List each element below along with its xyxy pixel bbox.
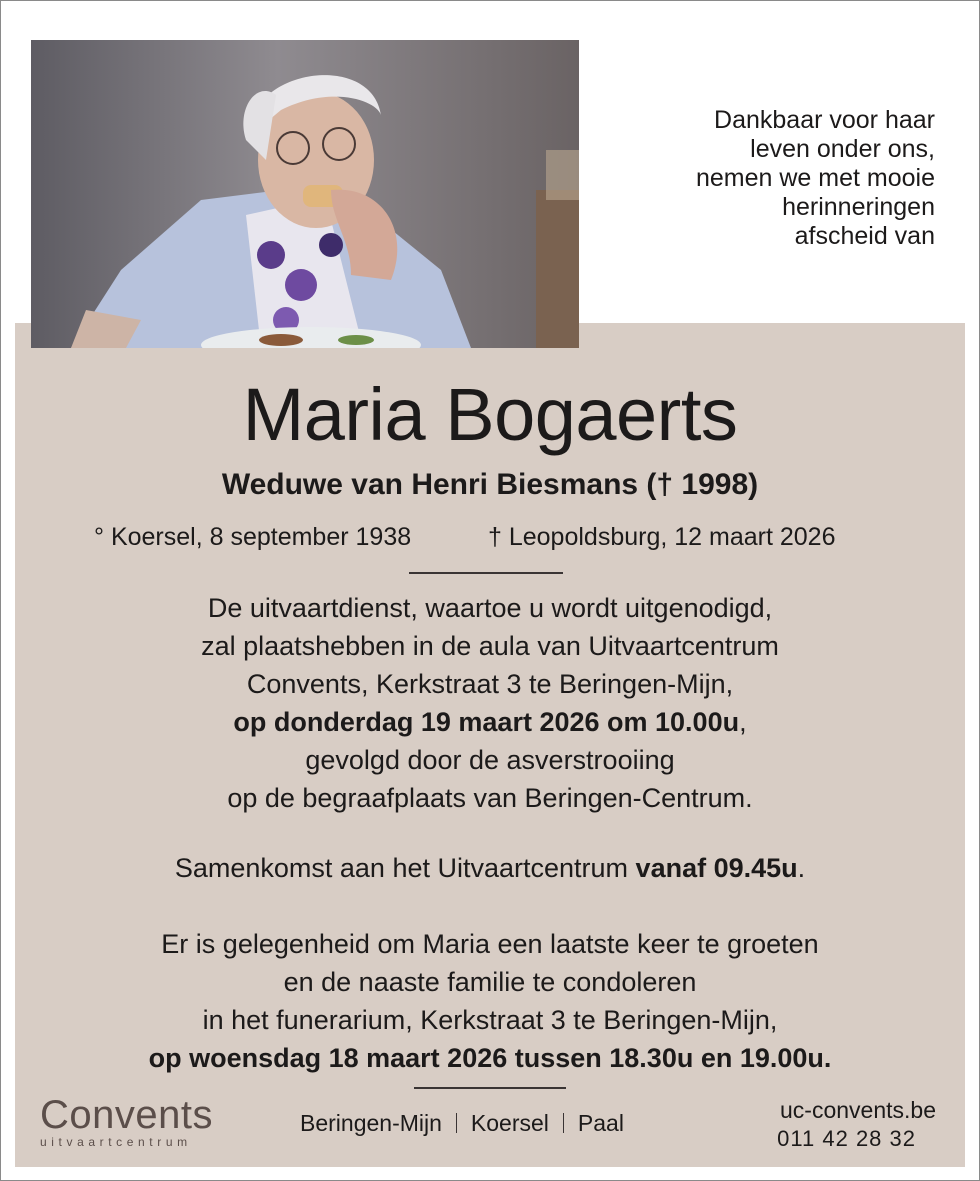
intro-text: [600, 106, 935, 251]
portrait-photo-icon: [31, 40, 579, 348]
logo-subtitle: uitvaartcentrum: [40, 1135, 192, 1149]
divider: [409, 572, 563, 574]
death-info: † Leopoldsburg, 12 maart 2026: [488, 523, 836, 551]
viewing-details: [15, 925, 965, 1077]
convents-logo: [40, 1093, 215, 1149]
service-line: gevolgd door de asverstrooiing: [305, 745, 675, 775]
viewing-line: Er is gelegenheid om Maria een laatste keer te groeten: [161, 929, 819, 959]
location-item: Beringen-Mijn: [300, 1110, 442, 1136]
service-line: [15, 703, 965, 741]
service-line: De uitvaartdienst, waartoe u wordt uitgenodigd,: [207, 593, 773, 623]
location-item: Paal: [577, 1110, 624, 1136]
locations-list: [300, 1108, 624, 1138]
gathering-details: [15, 849, 965, 887]
separator: [456, 1113, 457, 1133]
logo-wordmark: Convents: [40, 1093, 213, 1137]
service-line: Convents, Kerkstraat 3 te Beringen-Mijn,: [246, 669, 734, 699]
gathering-time: vanaf 09.45u: [635, 853, 798, 883]
gathering-line: [15, 849, 965, 887]
intro-line: afscheid van: [794, 222, 935, 250]
website-link[interactable]: uc-convents.be: [780, 1097, 936, 1123]
viewing-line: en de naaste familie te condoleren: [283, 967, 697, 997]
contact-info: [700, 1096, 936, 1154]
divider: [414, 1087, 566, 1089]
portrait-photo: [31, 40, 579, 348]
widow-of: Weduwe van Henri Biesmans († 1998): [221, 468, 759, 501]
intro-line: nemen we met mooie: [695, 164, 935, 192]
punctuation: ,: [739, 707, 747, 737]
separator: [563, 1113, 564, 1133]
service-datetime: op donderdag 19 maart 2026 om 10.00u: [233, 707, 740, 737]
punctuation: .: [797, 853, 806, 883]
phone-number: 011 42 28 32: [777, 1126, 916, 1151]
deceased-name: Maria Bogaerts: [242, 373, 738, 456]
intro-line: Dankbaar voor haar: [714, 106, 935, 134]
service-details: [15, 589, 965, 817]
intro-line: herinneringen: [782, 193, 935, 221]
intro-line: leven onder ons,: [750, 135, 935, 163]
service-line: zal plaatshebben in de aula van Uitvaartcentrum: [201, 631, 779, 661]
birth-info: ° Koersel, 8 september 1938: [94, 523, 412, 551]
location-item: Koersel: [470, 1110, 549, 1136]
gathering-text: Samenkomst aan het Uitvaartcentrum: [174, 853, 636, 883]
service-line: op de begraafplaats van Beringen-Centrum.: [227, 783, 753, 813]
viewing-line: in het funerarium, Kerkstraat 3 te Beringen-Mijn,: [202, 1005, 778, 1035]
viewing-datetime: op woensdag 18 maart 2026 tussen 18.30u en 19.00u.: [148, 1043, 832, 1073]
